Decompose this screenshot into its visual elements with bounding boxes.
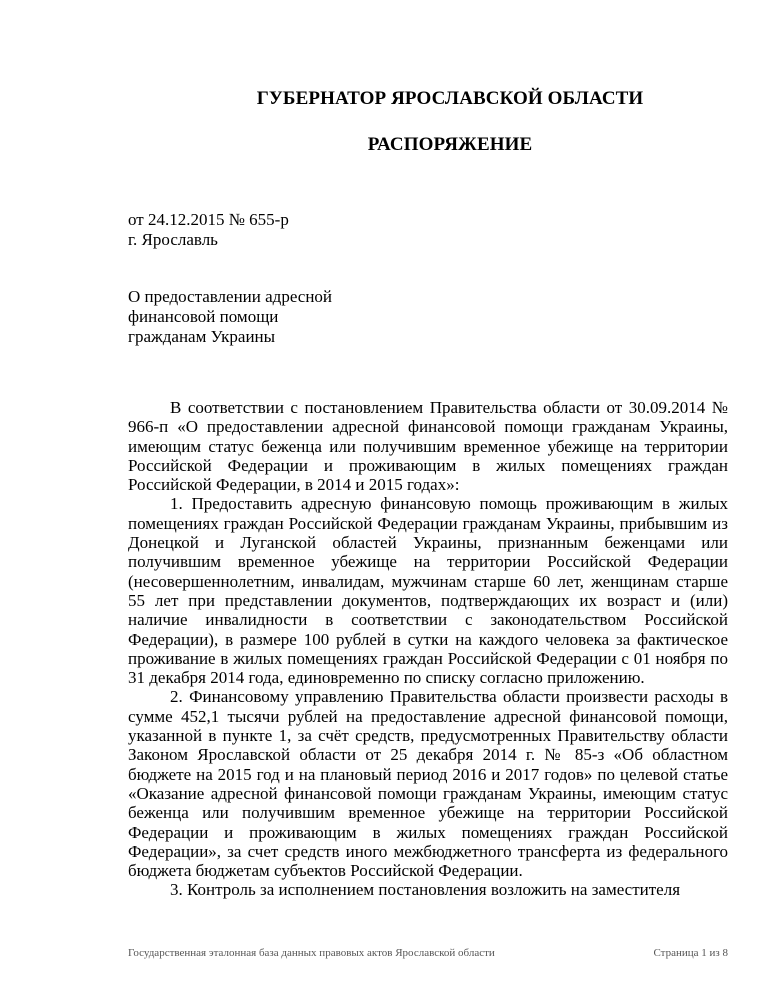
subject-line: финансовой помощи — [128, 307, 279, 326]
paragraph-2: 2. Финансовому управлению Правительства области произвести расходы в сумме 452,1 тысячи рублей на предоставление адресной финансовой помощи, указанной в пункте 1, за счёт средств, предусмотренных Правительству области Законом Ярославской области от 25 декабря 2014 г. № 85-з «Об областном бюджете на 2015 год и на плановый период 2016 и 2017 годов» по целевой статье «Оказание адресной финансовой помощи гражданам Украины, имеющим статус беженца или получившим временное убежище на территории Российской Федерации и проживающим в жилых помещениях граждан Российской Федерации», за счет средств иного межбюджетного трансферта из федерального бюджета бюджетам субъектов Российской Федерации. — [128, 687, 728, 881]
intro-paragraph: В соответствии с постановлением Правительства области от 30.09.2014 № 966-п «О предоставлении адресной финансовой помощи гражданам Украины, имеющим статус беженца или получившим временное убежище на территории Российской Федерации и проживающим в жилых помещениях граждан Российской Федерации, в 2014 и 2015 годах»: — [128, 398, 728, 495]
paragraph-1: 1. Предоставить адресную финансовую помощь проживающим в жилых помещениях граждан Российской Федерации гражданам Украины, прибывшим из Донецкой и Луганской областей Украины, признанным беженцами или получившим временное убежище на территории Российской Федерации (несовершеннолетним, инвалидам, мужчинам старше 60 лет, женщинам старше 55 лет при представлении документов, подтверждающих их возраст и (или) наличие инвалидности в соответствии с законодательством Российской Федерации), в размере 100 рублей в сутки на каждого человека за фактическое проживание в жилых помещениях граждан Российской Федерации с 01 ноября по 31 декабря 2014 года, единовременно по списку согласно приложению. — [128, 494, 728, 688]
subject-line: гражданам Украины — [128, 327, 276, 346]
city: г. Ярославль — [128, 230, 218, 249]
subject-block — [128, 287, 332, 347]
page-footer — [128, 947, 728, 959]
date-number-block — [128, 210, 289, 250]
footer-source: Государственная эталонная база данных правовых актов Ярославской области — [128, 947, 495, 959]
date-number: от 24.12.2015 № 655-р — [128, 210, 289, 229]
document-type-heading: РАСПОРЯЖЕНИЕ — [367, 134, 533, 155]
document-body — [128, 398, 728, 900]
paragraph-3: 3. Контроль за исполнением постановления возложить на заместителя — [170, 880, 681, 900]
governor-heading: ГУБЕРНАТОР ЯРОСЛАВСКОЙ ОБЛАСТИ — [256, 88, 644, 109]
page-number: Страница 1 из 8 — [653, 947, 728, 959]
subject-line: О предоставлении адресной — [128, 287, 333, 306]
